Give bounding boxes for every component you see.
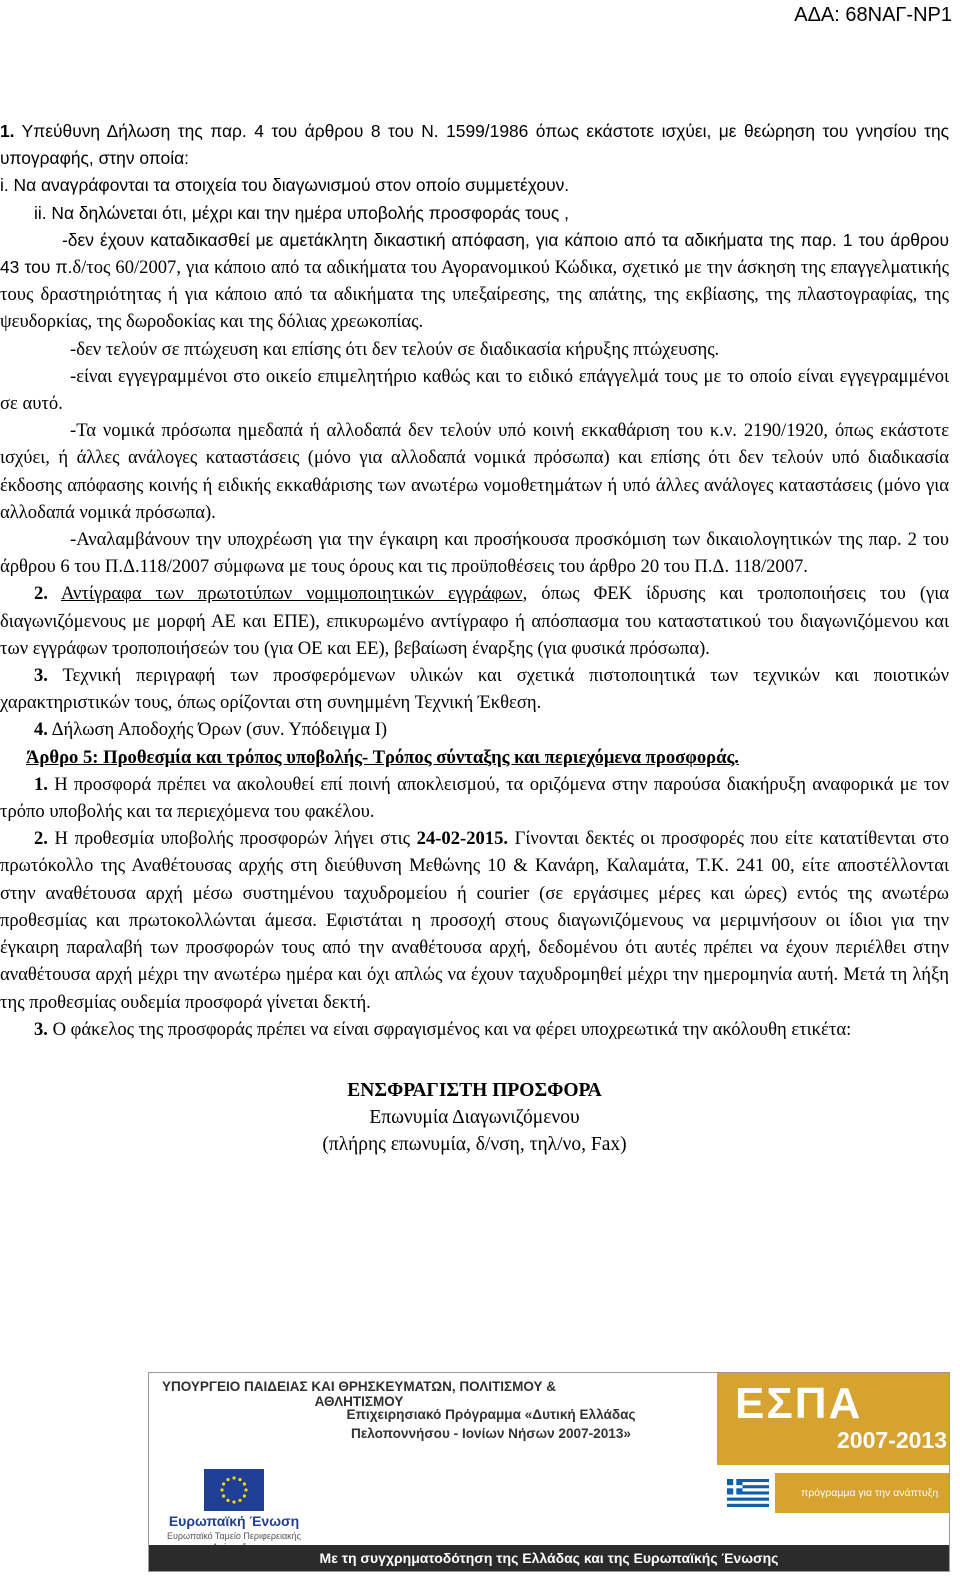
item-1-number: 1. (0, 121, 15, 141)
item-1-dash-1-a: -δεν έχουν καταδικασθεί με αμετάκλητη δικαστική απόφαση, για κάποιο από τα αδικήματα της παρ. 1 του άρθρου 43 του π. (0, 229, 949, 278)
item-1-dash-4: -Τα νομικά πρόσωπα ημεδαπά ή αλλοδαπά δεν τελούν υπό κοινή εκκαθάριση του κ.ν. 2190/1920, όπως εκάστοτε ισχύει, ή άλλες ανάλογες καταστάσεις (μόνο για αλλοδαπά νομικά πρόσωπα) και επίσης ότι δεν τελούν υπό διαδικασία έκδοσης απόφασης κοινής ή ειδικής εκκαθάρισης των ανωτέρω νομοθετημάτων ή υπό άλλες ανάλογες καταστάσεις (μόνο για αλλοδαπά νομικά πρόσωπα). (0, 420, 949, 523)
greek-flag-icon (727, 1479, 769, 1507)
item-1-dash-1-b: δ/τος 60/2007, για κάποιο από τα αδικήματα του Αγορανομικού Κώδικα, σχετικό με την άσκηση της επαγγελματικής τους δραστηριότητας ή για κάποιο από τα αδικήματα της υπεξαίρεσης, της απάτης, της εκβίασης, της πλαστογραφίας, της ψευδορκίας, της δωροδοκίας και της δόλιας χρεωκοπίας. (0, 257, 949, 333)
article-5-item-2 (0, 825, 949, 1015)
ada-code: ΑΔΑ: 68ΝΑΓ-ΝΡ1 (794, 4, 952, 26)
item-1-dash-3: -είναι εγγεγραμμένοι στο οικείο επιμελητήριο καθώς και το ειδικό επάγγελμά τους με το οποίο είναι εγγεγραμμένοι σε αυτό. (0, 365, 949, 415)
item-1-i: i. Να αναγράφονται τα στοιχεία του διαγωνισμού στον οποίο συμμετέχουν. (0, 175, 570, 196)
item-4-text: Δήλωση Αποδοχής Όρων (συν. Υπόδειγμα Ι) (47, 719, 388, 741)
cofunding-footer: Με τη συγχρηματοδότηση της Ελλάδας και της Ευρωπαϊκής Ένωσης (149, 1545, 949, 1571)
article-5-item-3 (0, 1016, 949, 1043)
article-5-item-2-number: 2. (34, 828, 48, 850)
article-5-item-1-number: 1. (34, 773, 48, 795)
operational-programme (241, 1405, 741, 1443)
programme-line-1: Επιχειρησιακό Πρόγραμμα «Δυτική Ελλάδας (346, 1407, 636, 1422)
item-4-number: 4. (34, 719, 48, 741)
envelope-label (0, 1077, 949, 1158)
item-3 (0, 662, 949, 716)
programme-line-2: Πελοποννήσου - Ιονίων Νήσων 2007-2013» (351, 1426, 631, 1441)
item-3-text: Τεχνική περιγραφή των προσφερόμενων υλικών και σχετικά πιστοποιητικά των τεχνικών και ποιοτικών χαρακτηριστικών τους, όπως ορίζονται στη συνημμένη Τεχνική Έκθεση. (0, 665, 949, 714)
eu-flag-icon (204, 1469, 264, 1511)
espa-logo: ΕΣΠΑ (735, 1379, 863, 1428)
item-1 (0, 118, 949, 172)
funding-banner (148, 1372, 950, 1572)
article-5-item-2-post: Γίνονται δεκτές οι προσφορές που είτε κατατίθενται στο πρωτόκολλο της Αναθέτουσας αρχής στη διεύθυνση Μεθώνης 10 & Κανάρη, Καλαμάτα, Τ.Κ. 241 00, είτε αποστέλλονται στην αναθέτουσα αρχή μέσω συστημένου ταχυδρομείου ή courier (σε εργάσιμες μέρες και ώρες) εντός της ανωτέρω προθεσμίας και πρωτοκολλώνται άμεσα. Εφιστάται η προσοχή στους διαγωνιζόμενους να μεριμνήσουν οι ίδιοι για την έγκαιρη παραλαβή των προσφορών τους από την αναθέτουσα αρχή, δεδομένου ότι αυτές πρέπει να έχουν περιέλθει στην αναθέτουσα αρχή μέχρι την ανωτέρω ημέρα και όχι απλώς να έχουν ταχυδρομηθεί μέχρι την ημερομηνία αυτή. Μετά τη λήξη της προθεσμίας ουδεμία προσφορά γίνεται δεκτή. (0, 828, 949, 1013)
item-4 (0, 716, 949, 743)
envelope-label-details: (πλήρης επωνυμία, δ/νση, τηλ/νο, Fax) (322, 1133, 627, 1155)
article-5-item-1-text: Η προσφορά πρέπει να ακολουθεί επί ποινή αποκλεισμού, τα οριζόμενα στην παρούσα διακήρυξη αναφορικά με τον τρόπο υποβολής και τα περιεχόμενα του φακέλου. (0, 773, 949, 823)
article-5-item-3-number: 3. (34, 1018, 48, 1040)
envelope-label-company: Επωνυμία Διαγωνιζόμενου (369, 1106, 580, 1128)
ministry-name: ΥΠΟΥΡΓΕΙΟ ΠΑΙΔΕΙΑΣ ΚΑΙ ΘΡΗΣΚΕΥΜΑΤΩΝ, ΠΟΛΙΤΙΣΜΟΥ & ΑΘΛΗΤΙΣΜΟΥ (162, 1379, 556, 1409)
development-programme-chevron: πρόγραμμα για την ανάπτυξη (775, 1473, 949, 1513)
item-3-number: 3. (34, 665, 48, 687)
document-body (0, 118, 949, 1158)
item-2-number: 2. (34, 583, 48, 605)
espa-years: 2007-2013 (837, 1427, 947, 1453)
item-1-ii: ii. Να δηλώνεται ότι, μέχρι και την ημέρα υποβολής προσφοράς τους , (34, 202, 569, 223)
article-5-title: Άρθρο 5: Προθεσμία και τρόπος υποβολής- Τρόπος σύνταξης και περιεχόμενα προσφοράς. (26, 746, 739, 768)
eu-fund: Ευρωπαϊκό Ταμείο Περιφερειακής (166, 1531, 302, 1541)
envelope-label-title: ΕΝΣΦΡΑΓΙΣΤΗ ΠΡΟΣΦΟΡΑ (347, 1079, 602, 1101)
item-2-text: , όπως ΦΕΚ ίδρυσης και τροποποιήσεις του (για διαγωνιζόμενους με μορφή ΑΕ και ΕΠΕ), επικυρωμένο αντίγραφο ή απόσπασμα του καταστατικού του διαγωνιζόμενου και των εγγράφων τροποποιήσεών του (για ΟΕ και ΕΕ), βεβαίωση έναρξης (για φυσικά πρόσωπα). (0, 583, 949, 659)
deadline-date: 24-02-2015. (416, 828, 509, 850)
item-1-text: Υπεύθυνη Δήλωση της παρ. 4 του άρθρου 8 του Ν. 1599/1986 όπως εκάστοτε ισχύει, με θεώρηση του γνησίου της υπογραφής, στην οποία: (0, 121, 949, 169)
article-5-item-1 (0, 771, 949, 825)
article-5-item-3-text: Ο φάκελος της προσφοράς πρέπει να είναι σφραγισμένος και να φέρει υποχρεωτικά την ακόλουθη ετικέτα: (47, 1018, 852, 1040)
item-1-dash-1 (0, 227, 949, 336)
item-1-dash-2: -δεν τελούν σε πτώχευση και επίσης ότι δεν τελούν σε διαδικασία κήρυξης πτώχευσης. (70, 338, 720, 360)
item-1-dash-5: -Αναλαμβάνουν την υποχρέωση για την έγκαιρη και προσήκουσα προσκόμιση των δικαιολογητικών της παρ. 2 του άρθρου 6 του Π.Δ.118/2007 σύμφωνα με τους όρους και τις προϋποθέσεις του άρθρο 20 του Π.Δ. 118/2007. (0, 529, 949, 578)
article-5-item-2-pre: Η προθεσμία υποβολής προσφορών λήγει στις (47, 828, 417, 850)
item-2 (0, 580, 949, 662)
item-2-underlined: Αντίγραφα των πρωτοτύπων νομιμοποιητικών εγγράφων (60, 583, 523, 605)
eu-name: Ευρωπαϊκή Ένωση (168, 1513, 300, 1529)
